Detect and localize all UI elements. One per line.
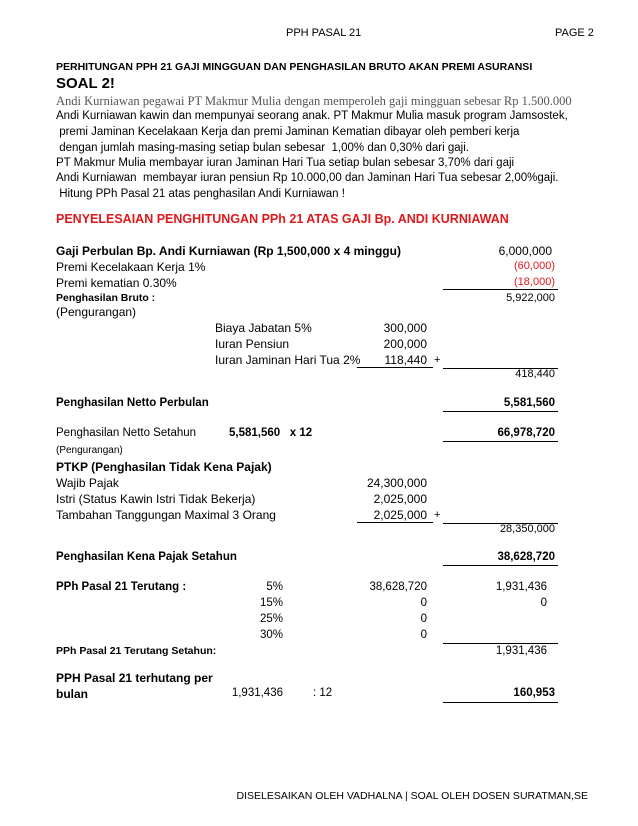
pkp-label: Penghasilan Kena Pajak Setahun <box>56 551 237 563</box>
problem-line: dengan jumlah masing-masing setiap bulan sebesar 1,00% dan 0,30% dari gaji. <box>56 142 469 154</box>
pengurangan-label: (Pengurangan) <box>56 305 137 319</box>
gaji-value: 6,000,000 <box>498 244 552 258</box>
wajib-pajak-value: 24,300,000 <box>366 476 427 490</box>
header-title: PPH PASAL 21 <box>286 27 362 39</box>
istri-value: 2,025,000 <box>373 492 427 506</box>
premi-kk-value: (60,000) <box>514 260 555 272</box>
page-number: PAGE 2 <box>555 27 594 39</box>
pph-setahun-value: 1,931,436 <box>495 645 547 657</box>
gaji-label: Gaji Perbulan Bp. Andi Kurniawan (Rp 1,500,000 x 4 minggu) <box>56 244 401 258</box>
tax-rate: 5% <box>266 581 283 593</box>
solution-title: PENYELESAIAN PENGHITUNGAN PPh 21 ATAS GAJI Bp. ANDI KURNIAWAN <box>56 212 509 226</box>
bruto-label: Penghasilan Bruto : <box>56 292 156 304</box>
bruto-value: 5,922,000 <box>506 292 555 304</box>
netto-tahun-value: 66,978,720 <box>497 427 555 439</box>
taxable-base: 0 <box>420 597 427 609</box>
document-heading: PERHITUNGAN PPH 21 GAJI MINGGUAN DAN PENGHASILAN BRUTO AKAN PREMI ASURANSI <box>56 61 533 73</box>
biaya-jabatan-label: Biaya Jabatan 5% <box>215 321 312 335</box>
problem-line: Andi Kurniawan kawin dan mempunyai seorang anak. PT Makmur Mulia masuk program Jamsostek, <box>56 110 568 122</box>
total-pengurangan: 418,440 <box>515 368 555 380</box>
plus-sign: + <box>434 509 441 521</box>
footer-text: DISELESAIKAN OLEH VADHALNA | SOAL OLEH DOSEN SURATMAN,SE <box>236 790 588 802</box>
wajib-pajak-label: Wajib Pajak <box>56 476 119 490</box>
istri-label: Istri (Status Kawin Istri Tidak Bekerja) <box>56 492 256 506</box>
problem-line: Hitung PPh Pasal 21 atas penghasilan Andi Kurniawan ! <box>56 188 345 200</box>
deduction-underline <box>357 367 433 368</box>
taxable-base: 0 <box>420 629 427 641</box>
iuran-pensiun-label: Iuran Pensiun <box>215 337 290 351</box>
total-underline <box>443 411 558 412</box>
subtotal-line <box>443 643 558 644</box>
tanggungan-value: 2,025,000 <box>373 508 427 522</box>
taxable-base: 38,628,720 <box>369 581 427 593</box>
tax-amount: 1,931,436 <box>495 581 547 593</box>
premi-km-value: (18,000) <box>514 276 555 288</box>
tax-rate: 15% <box>259 597 283 609</box>
plus-sign: + <box>434 354 441 366</box>
netto-tahun-calc: 5,581,560 x 12 <box>229 427 313 439</box>
netto-bulan-value: 5,581,560 <box>503 397 555 409</box>
tax-rate: 25% <box>259 613 283 625</box>
total-underline <box>443 441 558 442</box>
iuran-pensiun-value: 200,000 <box>383 337 427 351</box>
iuran-jht-label: Iuran Jaminan Hari Tua 2% <box>215 353 361 367</box>
pph-bulan-label: bulan <box>56 687 88 701</box>
problem-line: PT Makmur Mulia membayar iuran Jaminan Hari Tua setiap bulan sebesar 3,70% dari gaji <box>56 157 515 169</box>
ptkp-label: PTKP (Penghasilan Tidak Kena Pajak) <box>56 460 272 474</box>
ptkp-underline <box>357 522 433 523</box>
ptkp-total: 28,350,000 <box>499 523 555 535</box>
netto-bulan-label: Penghasilan Netto Perbulan <box>56 397 209 409</box>
total-underline <box>443 702 558 703</box>
pph-bulan-value: 160,953 <box>513 687 555 699</box>
biaya-jabatan-value: 300,000 <box>383 321 427 335</box>
netto-tahun-label: Penghasilan Netto Setahun <box>56 427 197 439</box>
problem-line: premi Jaminan Kecelakaan Kerja dan premi Jaminan Kematian dibayar oleh pemberi kerja <box>56 126 520 138</box>
soal-title: SOAL 2! <box>56 75 115 92</box>
tax-rate: 30% <box>259 629 283 641</box>
premi-kk-label: Premi Kecelakaan Kerja 1% <box>56 260 206 274</box>
premi-km-label: Premi kematian 0.30% <box>56 276 177 290</box>
tanggungan-label: Tambahan Tanggungan Maximal 3 Orang <box>56 508 276 522</box>
pph-bulan-base: 1,931,436 <box>231 687 283 699</box>
pph-bulan-div: : 12 <box>313 687 333 699</box>
pph-setahun-label: PPh Pasal 21 Terutang Setahun: <box>56 645 217 657</box>
tax-amount: 0 <box>540 597 547 609</box>
iuran-jht-value: 118,440 <box>384 353 427 367</box>
total-underline <box>443 565 558 566</box>
problem-line: Andi Kurniawan membayar iuran pensiun Rp 10.000,00 dan Jaminan Hari Tua sebesar 2,00%gaji. <box>56 172 559 184</box>
taxable-base: 0 <box>420 613 427 625</box>
intro-line: Andi Kurniawan pegawai PT Makmur Mulia dengan memperoleh gaji mingguan sebesar Rp 1.500.000 <box>56 94 572 108</box>
pkp-value: 38,628,720 <box>497 551 555 563</box>
pph-terutang-label: PPh Pasal 21 Terutang : <box>56 581 187 593</box>
subtotal-line <box>443 289 558 290</box>
pph-bulan-label: PPH Pasal 21 terhutang per <box>56 671 213 685</box>
pengurangan-label-2: (Pengurangan) <box>56 445 123 456</box>
